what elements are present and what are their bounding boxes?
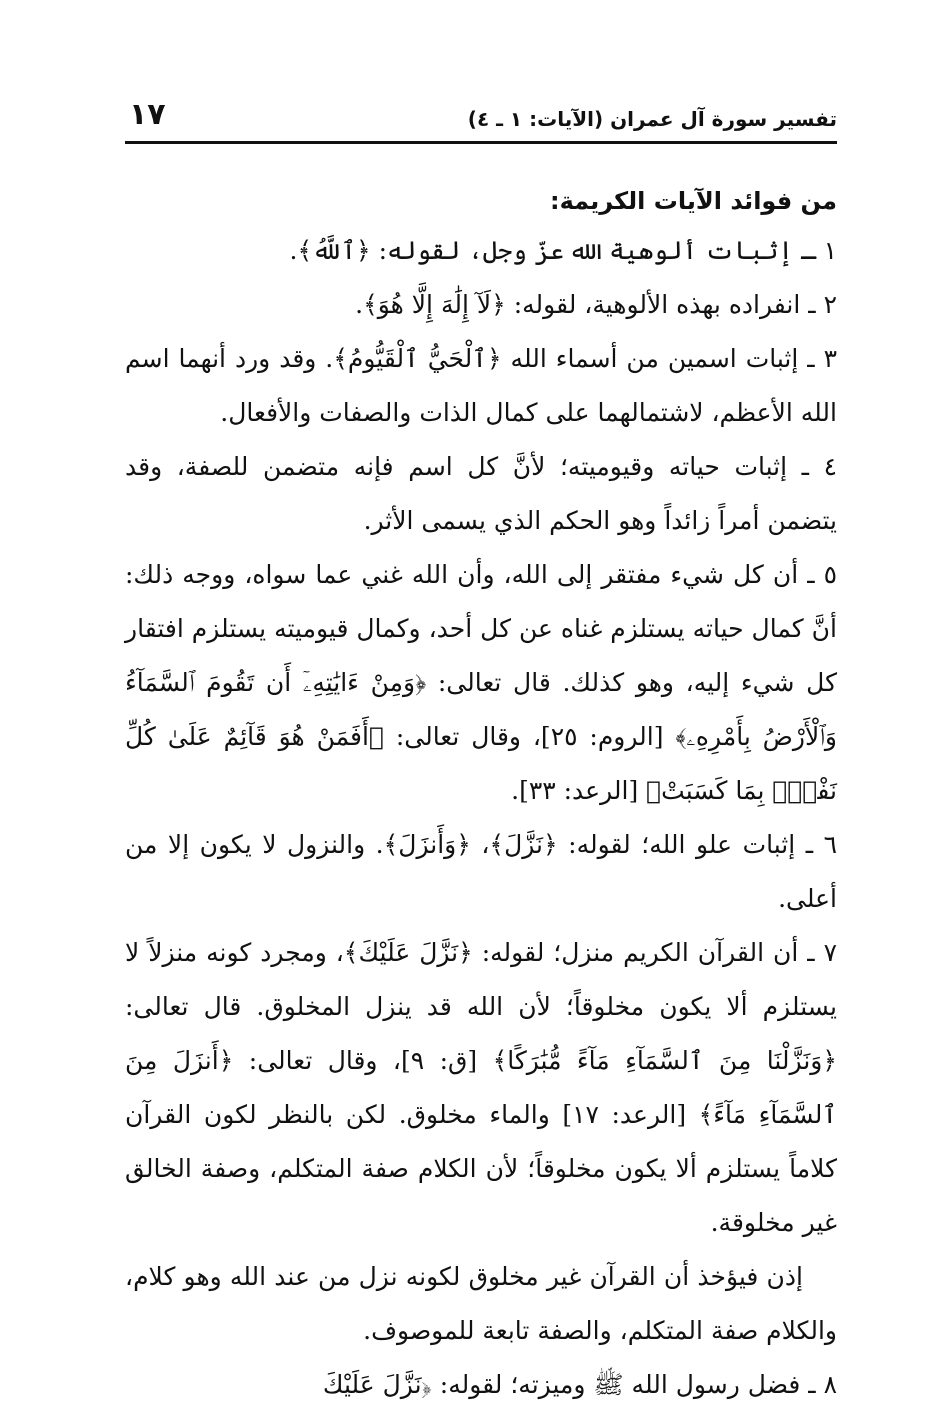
paragraph-7: ٧ ـ أن القرآن الكريم منزل؛ لقوله: ﴿نَزَّلَ عَلَيْكَ﴾، ومجرد كونه منزلاً لا يستلزم ألا يكون مخلوقاً؛ لأن الله قد ينزل المخلوق. قال تعالى: ﴿وَنَزَّلْنَا مِنَ ٱلسَّمَآءِ مَآءً مُّبَٰرَكًا﴾ [ق: ٩]، وقال تعالى: ﴿أَنزَلَ مِنَ ٱلسَّمَآءِ مَآءً﴾ [الرعد: ١٧] والماء مخلوق. لكن بالنظر لكون القرآن كلاماً يستلزم ألا يكون مخلوقاً؛ لأن الكلام صفة المتكلم، وصفة الخالق غير مخلوقة. [125,938,838,1237]
page-number: ١٧ [129,97,166,132]
paragraph-8: إذن فيؤخذ أن القرآن غير مخلوق لكونه نزل من عند الله وهو كلام، والكلام صفة المتكلم، والصفة تابعة للموصوف. [125,1262,837,1345]
section-heading: من فوائد الآيات الكريمة: [549,187,837,215]
paragraph-2: ٢ ـ انفراده بهذه الألوهية، لقوله: ﴿لَآ إِلَٰهَ إِلَّا هُوَ﴾. [355,290,837,319]
running-title: تفسير سورة آل عمران (الآيات: ١ ـ ٤) [467,107,837,131]
paragraph-5: ٥ ـ أن كل شيء مفتقر إلى الله، وأن الله غني عما سواه، ووجه ذلك: أنَّ كمال حياته يستلزم غناه عن كل أحد، وكمال قيوميته يستلزم افتقار كل شيء إليه، وهو كذلك. قال تعالى: ﴿وَمِنْ ءَايَٰتِهِۦٓ أَن تَقُومَ ٱلسَّمَآءُ وَٱلْأَرْضُ بِأَمْرِهِۦ﴾ [الروم: ٢٥]، وقال تعالى: ﴿أَفَمَنْ هُوَ قَآئِمٌ عَلَىٰ كُلِّ نَفْسٍۭ بِمَا كَسَبَتْ﴾ [الرعد: ٣٣]. [125,560,838,805]
paragraph-3: ٣ ـ إثبات اسمين من أسماء الله ﴿ٱلْحَيُّ ٱلْقَيُّومُ﴾. وقد ورد أنهما اسم الله الأعظم، لاشتمالهما على كمال الذات والصفات والأفعال. [125,344,837,427]
book-page [125,95,838,1399]
paragraph-4: ٤ ـ إثبات حياته وقيوميته؛ لأنَّ كل اسم فإنه متضمن للصفة، وقد يتضمن أمراً زائداً وهو الحكم الذي يسمى الأثر. [125,452,837,535]
paragraph-6: ٦ ـ إثبات علو الله؛ لقوله: ﴿نَزَّلَ﴾، ﴿وَأَنزَلَ﴾. والنزول لا يكون إلا من أعلى. [125,830,837,913]
running-header [125,95,837,144]
paragraph-1: ١ ـ إثبات ألوهية الله عزّ وجل، لقوله: ﴿ٱللَّهُ﴾. [289,236,837,265]
paragraph-9: ٨ ـ فضل رسول الله ﷺ وميزته؛ لقوله: ﴿نَزَّلَ عَلَيْكَ [322,1370,837,1399]
